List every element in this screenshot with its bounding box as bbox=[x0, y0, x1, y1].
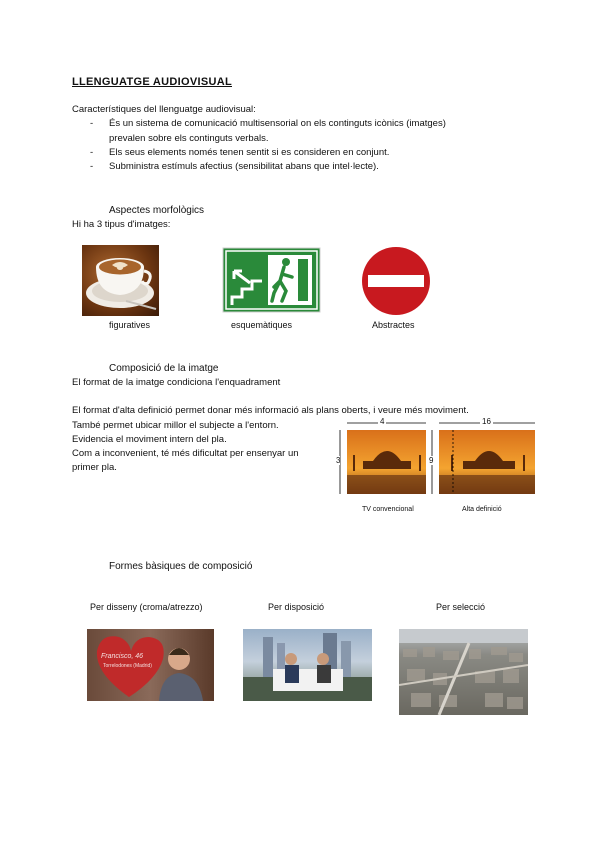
label-disposicio: Per disposició bbox=[268, 602, 325, 612]
label-disseny: Per disseny (croma/atrezzo) bbox=[90, 602, 203, 612]
dim-hd-height: 9 bbox=[429, 456, 434, 465]
interview-photo bbox=[243, 629, 372, 701]
heart-text-place: Torrelodones (Madrid) bbox=[103, 663, 152, 669]
city-aerial-photo bbox=[399, 629, 528, 715]
composition-line4: Evidencia el moviment intern del pla. bbox=[72, 434, 227, 445]
caption-hd: Alta definició bbox=[462, 506, 502, 513]
caption-abstractes: Abstractes bbox=[372, 320, 415, 330]
composition-line5: Com a inconvenient, té més dificultat per ensenyar un bbox=[72, 448, 299, 459]
no-entry-sign-image bbox=[360, 245, 432, 317]
composition-line6: primer pla. bbox=[72, 462, 117, 473]
bullet-2: Els seus elements només tenen sentit si es consideren en conjunt. bbox=[109, 147, 390, 158]
bullet-mark: - bbox=[90, 161, 94, 172]
composition-line2: El format d'alta definició permet donar més informació als plans oberts, i veure més moviment. bbox=[72, 405, 469, 416]
aspect-ratio-figure bbox=[333, 417, 543, 517]
bullet-mark: - bbox=[90, 118, 94, 129]
composition-line1: El format de la imatge condiciona l'enquadrament bbox=[72, 377, 281, 388]
caption-tv: TV convencional bbox=[362, 506, 414, 513]
bullet-3: Subministra estímuls afectius (sensibilitat abans que intel·lecte). bbox=[109, 161, 379, 172]
heart-text-name: Francisco, 46 bbox=[101, 653, 144, 660]
coffee-image bbox=[82, 245, 159, 316]
morph-heading: Aspectes morfològics bbox=[109, 205, 205, 216]
dim-hd-width: 16 bbox=[482, 417, 491, 426]
forms-heading: Formes bàsiques de composició bbox=[109, 561, 253, 572]
morph-text: Hi ha 3 tipus d'imatges: bbox=[72, 219, 171, 230]
exit-sign-image bbox=[222, 247, 321, 313]
bullet-1-line2: prevalen sobre els continguts verbals. bbox=[109, 133, 269, 144]
intro-text: Característiques del llenguatge audiovisual: bbox=[72, 104, 256, 115]
heart-photo bbox=[87, 629, 214, 701]
bullet-mark: - bbox=[90, 147, 94, 158]
composition-heading: Composició de la imatge bbox=[109, 363, 219, 374]
composition-line3: També permet ubicar millor el subjecte a l'entorn. bbox=[72, 420, 279, 431]
bullet-1-line1: És un sistema de comunicació multisensorial on els continguts icònics (imatges) bbox=[109, 118, 446, 129]
caption-figuratives: figuratives bbox=[109, 320, 151, 330]
label-seleccio: Per selecció bbox=[436, 602, 486, 612]
caption-esquematiques: esquemàtiques bbox=[231, 320, 293, 330]
dim-tv-width: 4 bbox=[380, 417, 385, 426]
dim-tv-height: 3 bbox=[336, 456, 341, 465]
page-title: LLENGUATGE AUDIOVISUAL bbox=[72, 76, 232, 88]
